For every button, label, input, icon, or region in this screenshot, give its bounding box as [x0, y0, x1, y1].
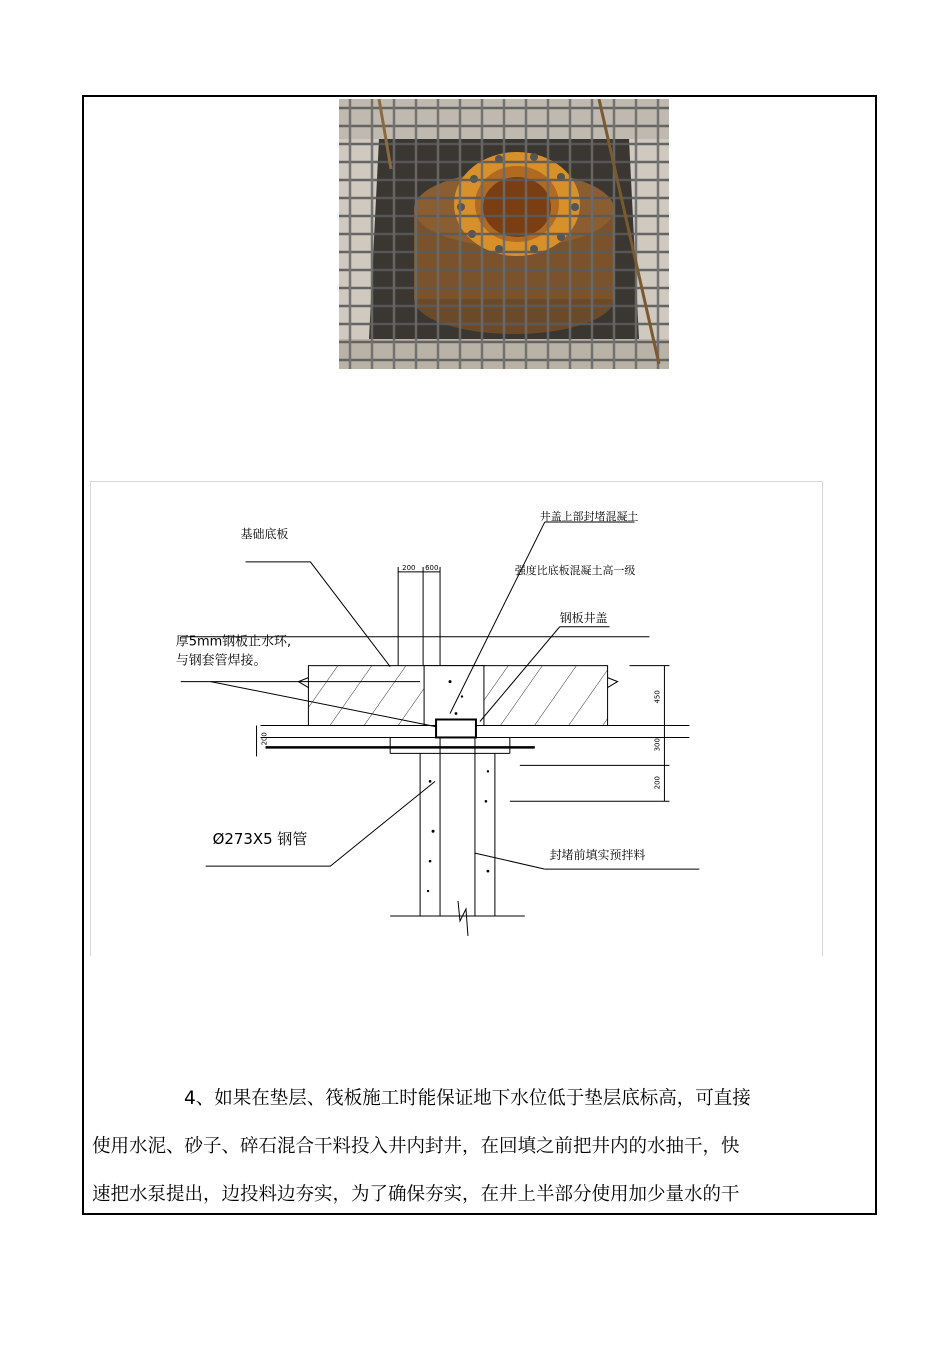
section-drawing	[90, 481, 823, 956]
dim-right-2: 300	[653, 738, 662, 752]
dim-left-1: 200	[260, 732, 269, 746]
body-paragraph	[92, 1075, 827, 1215]
label-upper-plug: 井盖上部封堵混凝土	[539, 510, 639, 524]
label-fill: 封堵前填实预拌料	[549, 848, 646, 863]
site-photo	[339, 99, 669, 369]
dim-right-3: 200	[653, 775, 662, 790]
label-waterstop-1: 厚5mm钢板止水环,	[175, 634, 292, 650]
label-strength-note: 强度比底板混凝土高一级	[514, 563, 636, 577]
dim-top-a: 200	[402, 563, 416, 572]
paragraph-line: 速把水泵提出，边投料边夯实，为了确保夯实，在井上半部分使用加少量水的干	[92, 1184, 740, 1205]
label-foundation-slab: 基础底板	[240, 526, 289, 541]
dim-right-1: 450	[653, 690, 662, 704]
paragraph-line: 4、如果在垫层、筏板施工时能保证地下水位低于垫层底标高，可直接	[184, 1088, 751, 1109]
paragraph-line: 使用水泥、砂子、碎石混合干料投入井内封井，在回填之前把井内的水抽干，快	[92, 1136, 740, 1157]
label-pipe: Ø273X5 钢管	[212, 830, 308, 849]
label-waterstop-2: 与钢套管焊接。	[175, 653, 267, 669]
dim-top-b: 600	[425, 563, 439, 572]
content-frame	[82, 95, 877, 1215]
label-steel-cover: 钢板井盖	[559, 610, 608, 625]
